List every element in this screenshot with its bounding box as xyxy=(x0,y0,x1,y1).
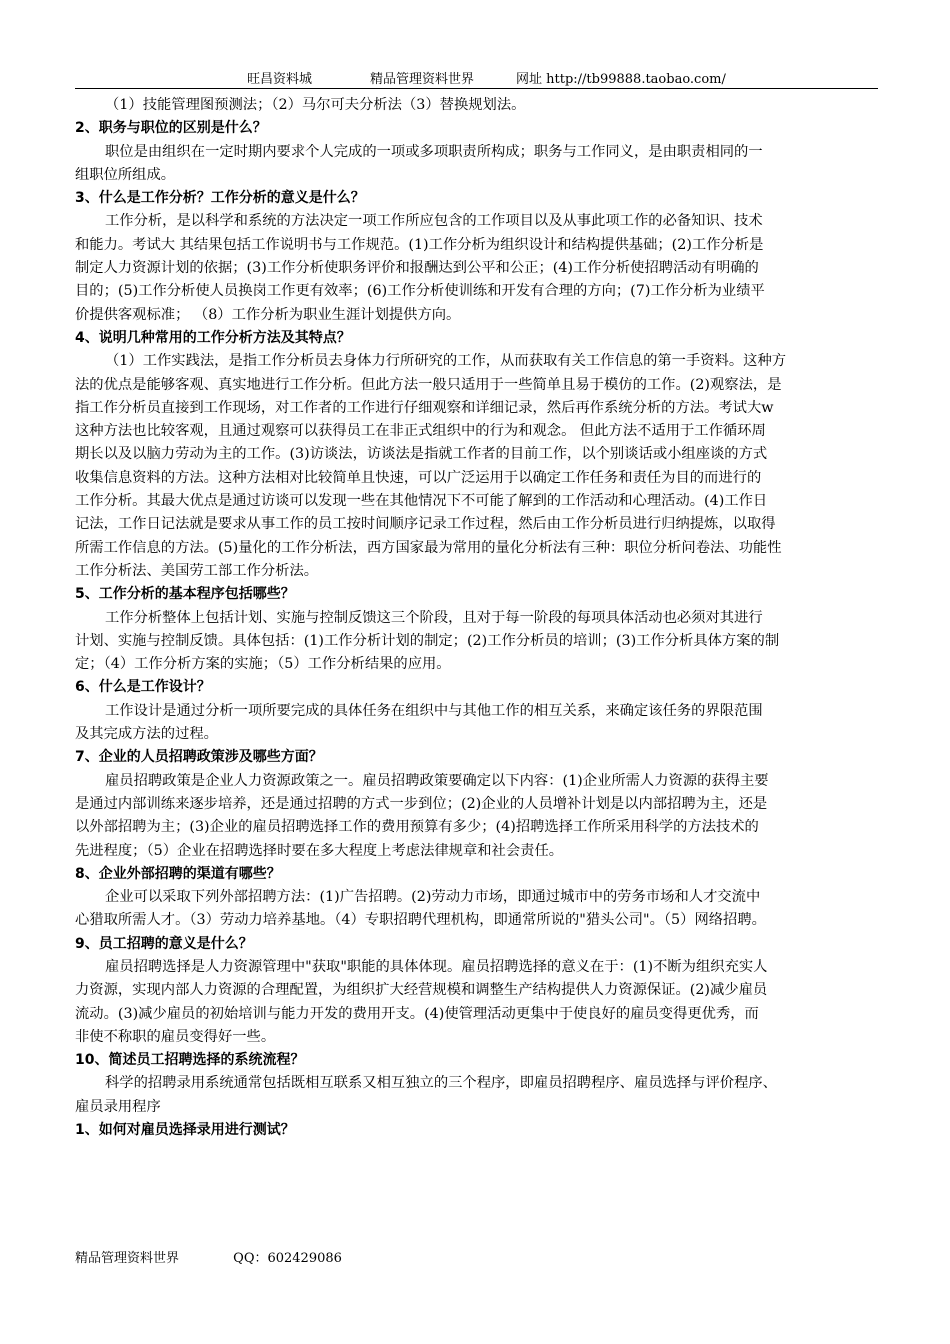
paragraph-line: 组职位所组成。 xyxy=(75,166,176,183)
paragraph-line: 企业可以采取下列外部招聘方法：(1)广告招聘。(2)劳动力市场，即通过城市中的劳务市场和人才交流中 xyxy=(105,889,761,906)
paragraph-line: 收集信息资料的方法。这种方法相对比较简单且快速，可以广泛运用于以确定工作任务和责任为目的而进行的 xyxy=(75,469,762,486)
paragraph-line: 工作设计是通过分析一项所要完成的具体任务在组织中与其他工作的相互关系，来确定该任务的界限范围 xyxy=(105,702,763,719)
question-heading: 4、说明几种常用的工作分析方法及其特点？ xyxy=(75,329,351,346)
paragraph-line: 这种方法也比较客观，且通过观察可以获得员工在非正式组织中的行为和观念。 但此方法不适用于工作循环周 xyxy=(75,423,766,440)
paragraph-line: （1）工作实践法，是指工作分析员去身体力行所研究的工作，从而获取有关工作信息的第一手资料。这种方 xyxy=(105,353,787,370)
question-heading: 8、企业外部招聘的渠道有哪些？ xyxy=(75,865,281,882)
question-heading: 9、员工招聘的意义是什么？ xyxy=(75,935,253,952)
paragraph-line: 和能力。考试大 其结果包括工作说明书与工作规范。(1)工作分析为组织设计和结构提供基础；(2)工作分析是 xyxy=(75,236,764,253)
paragraph-line: 是通过内部训练来逐步培养，还是通过招聘的方式一步到位；(2)企业的人员增补计划是以内部招聘为主，还是 xyxy=(75,795,768,812)
paragraph-line: （1）技能管理图预测法；（2）马尔可夫分析法（3）替换规划法。 xyxy=(105,97,526,113)
paragraph-line: 工作分析。其最大优点是通过访谈可以发现一些在其他情况下不可能了解到的工作活动和心理活动。(4)工作日 xyxy=(75,493,768,510)
paragraph-line: 指工作分析员直接到工作现场，对工作者的工作进行仔细观察和详细记录，然后再作系统分析的方法。考试大w xyxy=(75,399,774,416)
paragraph-line: 期长以及以脑力劳动为主的工作。(3)访谈法，访谈法是指就工作者的目前工作，以个别谈话或小组座谈的方式 xyxy=(75,446,768,463)
page-header xyxy=(75,62,878,89)
paragraph-line: 法的优点是能够客观、真实地进行工作分析。但此方法一般只适用于一些简单且易于模仿的工作。(2)观察法，是 xyxy=(75,376,782,393)
page-footer xyxy=(75,1247,392,1266)
footer-left-text: 精品管理资料世界 xyxy=(75,1251,180,1266)
paragraph-line: 科学的招聘录用系统通常包括既相互联系又相互独立的三个程序，即雇员招聘程序、雇员选择与评价程序、 xyxy=(105,1075,777,1092)
paragraph-line: 职位是由组织在一定时期内要求个人完成的一项或多项职责所构成；职务与工作同义，是由职责相同的一 xyxy=(105,143,763,160)
paragraph-line: 记法，工作日记法就是要求从事工作的员工按时间顺序记录工作过程，然后由工作分析员进行归纳提炼，以取得 xyxy=(75,516,776,533)
question-heading: 6、什么是工作设计？ xyxy=(75,679,211,696)
paragraph-line: 目的；(5)工作分析使人员换岗工作更有效率；(6)工作分析使训练和开发有合理的方向；(7)工作分析为业绩平 xyxy=(75,283,765,300)
footer-qq-text: QQ：602429086 xyxy=(233,1251,342,1266)
paragraph-line: 流动。(3)减少雇员的初始培训与能力开发的费用开支。(4)使管理活动更集中于使良好的雇员变得更优秀，而 xyxy=(75,1005,759,1022)
question-heading: 1、如何对雇员选择录用进行测试？ xyxy=(75,1122,295,1139)
question-heading: 10、简述员工招聘选择的系统流程？ xyxy=(75,1052,305,1069)
header-middle-text: 精品管理资料世界 xyxy=(370,72,475,87)
paragraph-line: 工作分析整体上包括计划、实施与控制反馈这三个阶段，且对于每一阶段的每项具体活动也必须对其进行 xyxy=(105,609,763,626)
document-body xyxy=(75,94,878,1142)
paragraph-line: 工作分析法、美国劳工部工作分析法。 xyxy=(75,562,319,579)
paragraph-line: 雇员招聘选择是人力资源管理中"获取"职能的具体体现。雇员招聘选择的意义在于：(1)不断为组织充实人 xyxy=(105,958,768,975)
paragraph-line: 以外部招聘为主；(3)企业的雇员招聘选择工作的费用预算有多少；(4)招聘选择工作所采用科学的方法技术的 xyxy=(75,819,759,836)
paragraph-line: 价提供客观标准； （8）工作分析为职业生涯计划提供方向。 xyxy=(75,306,461,323)
paragraph-line: 力资源，实现内部人力资源的合理配置，为组织扩大经营规模和调整生产结构提供人力资源保证。(2)减少雇员 xyxy=(75,982,768,999)
question-heading: 7、企业的人员招聘政策涉及哪些方面？ xyxy=(75,749,323,766)
paragraph-line: 先进程度；（5）企业在招聘选择时要在多大程度上考虑法律规章和社会责任。 xyxy=(75,842,564,859)
paragraph-line: 雇员录用程序 xyxy=(75,1098,161,1115)
paragraph-line: 制定人力资源计划的依据；(3)工作分析使职务评价和报酬达到公平和公正；(4)工作分析使招聘活动有明确的 xyxy=(75,260,759,277)
paragraph-line: 所需工作信息的方法。(5)量化的工作分析法，西方国家最为常用的量化分析法有三种：职位分析问卷法、功能性 xyxy=(75,539,782,556)
header-left-text: 旺昌资料城 xyxy=(247,72,313,87)
paragraph-line: 心猎取所需人才。（3）劳动力培养基地。（4）专职招聘代理机构，即通常所说的"猎头公司"。（5）网络招聘。 xyxy=(75,912,766,929)
question-heading: 5、工作分析的基本程序包括哪些？ xyxy=(75,586,295,603)
paragraph-line: 非使不称职的雇员变得好一些。 xyxy=(75,1028,276,1045)
paragraph-line: 雇员招聘政策是企业人力资源政策之一。雇员招聘政策要确定以下内容：(1)企业所需人力资源的获得主要 xyxy=(105,772,769,789)
paragraph-line: 及其完成方法的过程。 xyxy=(75,726,218,743)
paragraph-line: 工作分析，是以科学和系统的方法决定一项工作所应包含的工作项目以及从事此项工作的必备知识、技术 xyxy=(105,213,763,230)
paragraph-line: 定；（4）工作分析方案的实施；（5）工作分析结果的应用。 xyxy=(75,656,451,673)
header-url-text: 网址 http://tb99888.taobao.com/ xyxy=(516,72,726,87)
question-heading: 3、什么是工作分析？工作分析的意义是什么？ xyxy=(75,190,365,207)
question-heading: 2、职务与职位的区别是什么？ xyxy=(75,120,267,137)
paragraph-line: 计划、实施与控制反馈。具体包括：(1)工作分析计划的制定；(2)工作分析员的培训；(3)工作分析具体方案的制 xyxy=(75,632,780,649)
